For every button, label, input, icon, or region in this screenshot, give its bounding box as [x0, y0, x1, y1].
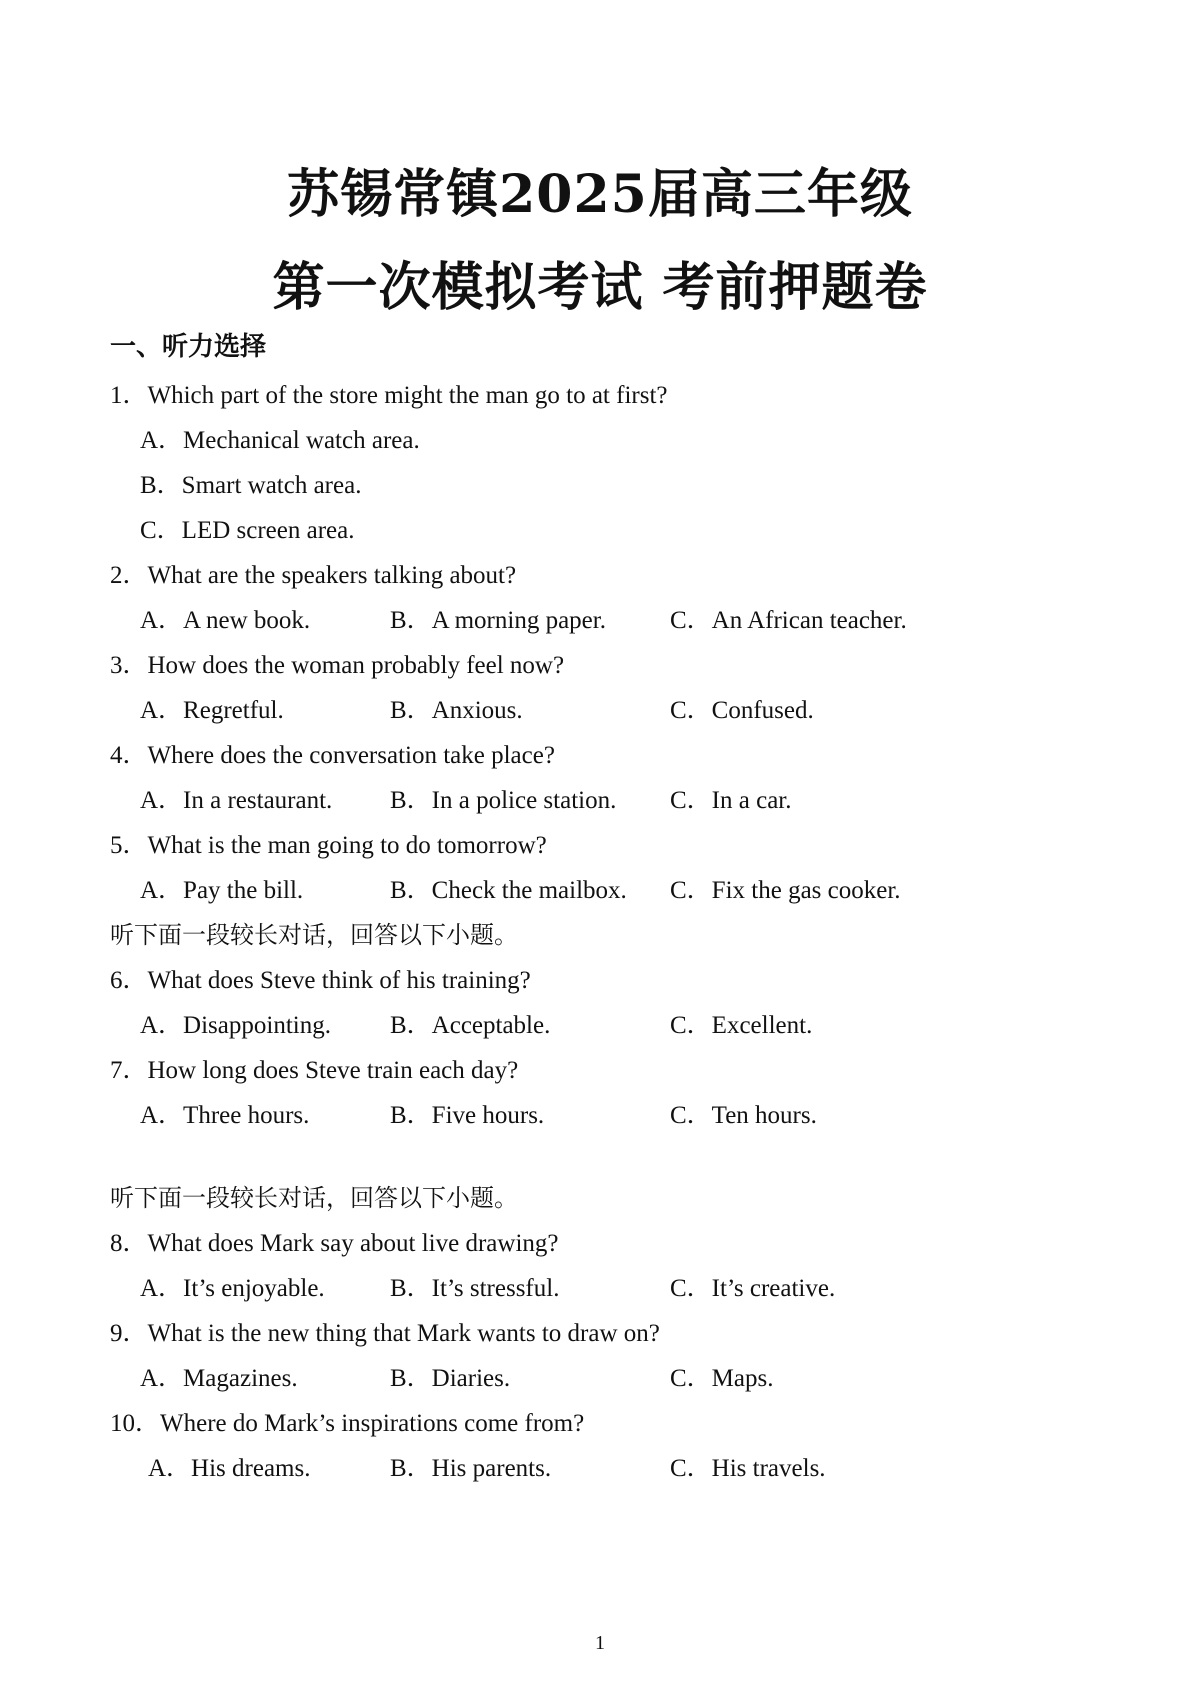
q2-option-a: A．A new book.	[140, 607, 311, 634]
q6-option-b: B．Acceptable.	[390, 1012, 551, 1039]
q5-option-a: A．Pay the bill.	[140, 877, 304, 904]
instruction-2: 听下面一段较长对话，回答以下小题。	[110, 1184, 518, 1212]
exam-title-line1: 苏锡常镇2025届高三年级	[287, 164, 913, 225]
q8-option-b: B．It’s stressful.	[390, 1275, 560, 1302]
question-2: 2．What are the speakers talking about?	[110, 562, 517, 589]
q2-option-c: C．An African teacher.	[670, 607, 907, 634]
question-6: 6．What does Steve think of his training?	[110, 967, 531, 994]
q7-option-c: C．Ten hours.	[670, 1102, 817, 1129]
q9-option-c: C．Maps.	[670, 1365, 774, 1392]
question-8: 8．What does Mark say about live drawing?	[110, 1230, 559, 1257]
q1-option-b: B．Smart watch area.	[140, 472, 362, 499]
section-heading: 一、听力选择	[110, 332, 267, 362]
q1-option-a: A．Mechanical watch area.	[140, 427, 420, 454]
q10-option-b: B．His parents.	[390, 1455, 552, 1482]
instruction-1: 听下面一段较长对话，回答以下小题。	[110, 921, 518, 949]
q7-option-a: A．Three hours.	[140, 1102, 310, 1129]
q8-option-c: C．It’s creative.	[670, 1275, 836, 1302]
q1-option-c: C．LED screen area.	[140, 517, 355, 544]
question-10: 10．Where do Mark’s inspirations come from?	[110, 1410, 585, 1437]
q4-option-a: A．In a restaurant.	[140, 787, 333, 814]
q5-option-c: C．Fix the gas cooker.	[670, 877, 901, 904]
question-1: 1．Which part of the store might the man go to at first?	[110, 382, 668, 409]
q10-option-a: A．His dreams.	[148, 1455, 311, 1482]
question-3: 3．How does the woman probably feel now?	[110, 652, 565, 679]
exam-title-line2: 第一次模拟考试 考前押题卷	[272, 257, 928, 318]
q8-option-a: A．It’s enjoyable.	[140, 1275, 325, 1302]
q3-option-b: B．Anxious.	[390, 697, 523, 724]
q9-option-b: B．Diaries.	[390, 1365, 511, 1392]
q3-option-a: A．Regretful.	[140, 697, 284, 724]
q10-option-c: C．His travels.	[670, 1455, 826, 1482]
q7-option-b: B．Five hours.	[390, 1102, 545, 1129]
q9-option-a: A．Magazines.	[140, 1365, 298, 1392]
q4-option-c: C．In a car.	[670, 787, 792, 814]
q6-option-c: C．Excellent.	[670, 1012, 813, 1039]
q3-option-c: C．Confused.	[670, 697, 814, 724]
question-4: 4．Where does the conversation take place?	[110, 742, 555, 769]
page-number: 1	[595, 1632, 605, 1654]
q5-option-b: B．Check the mailbox.	[390, 877, 627, 904]
q2-option-b: B．A morning paper.	[390, 607, 606, 634]
q4-option-b: B．In a police station.	[390, 787, 617, 814]
q6-option-a: A．Disappointing.	[140, 1012, 331, 1039]
question-7: 7．How long does Steve train each day?	[110, 1057, 519, 1084]
question-5: 5．What is the man going to do tomorrow?	[110, 832, 547, 859]
question-9: 9．What is the new thing that Mark wants to draw on?	[110, 1320, 660, 1347]
